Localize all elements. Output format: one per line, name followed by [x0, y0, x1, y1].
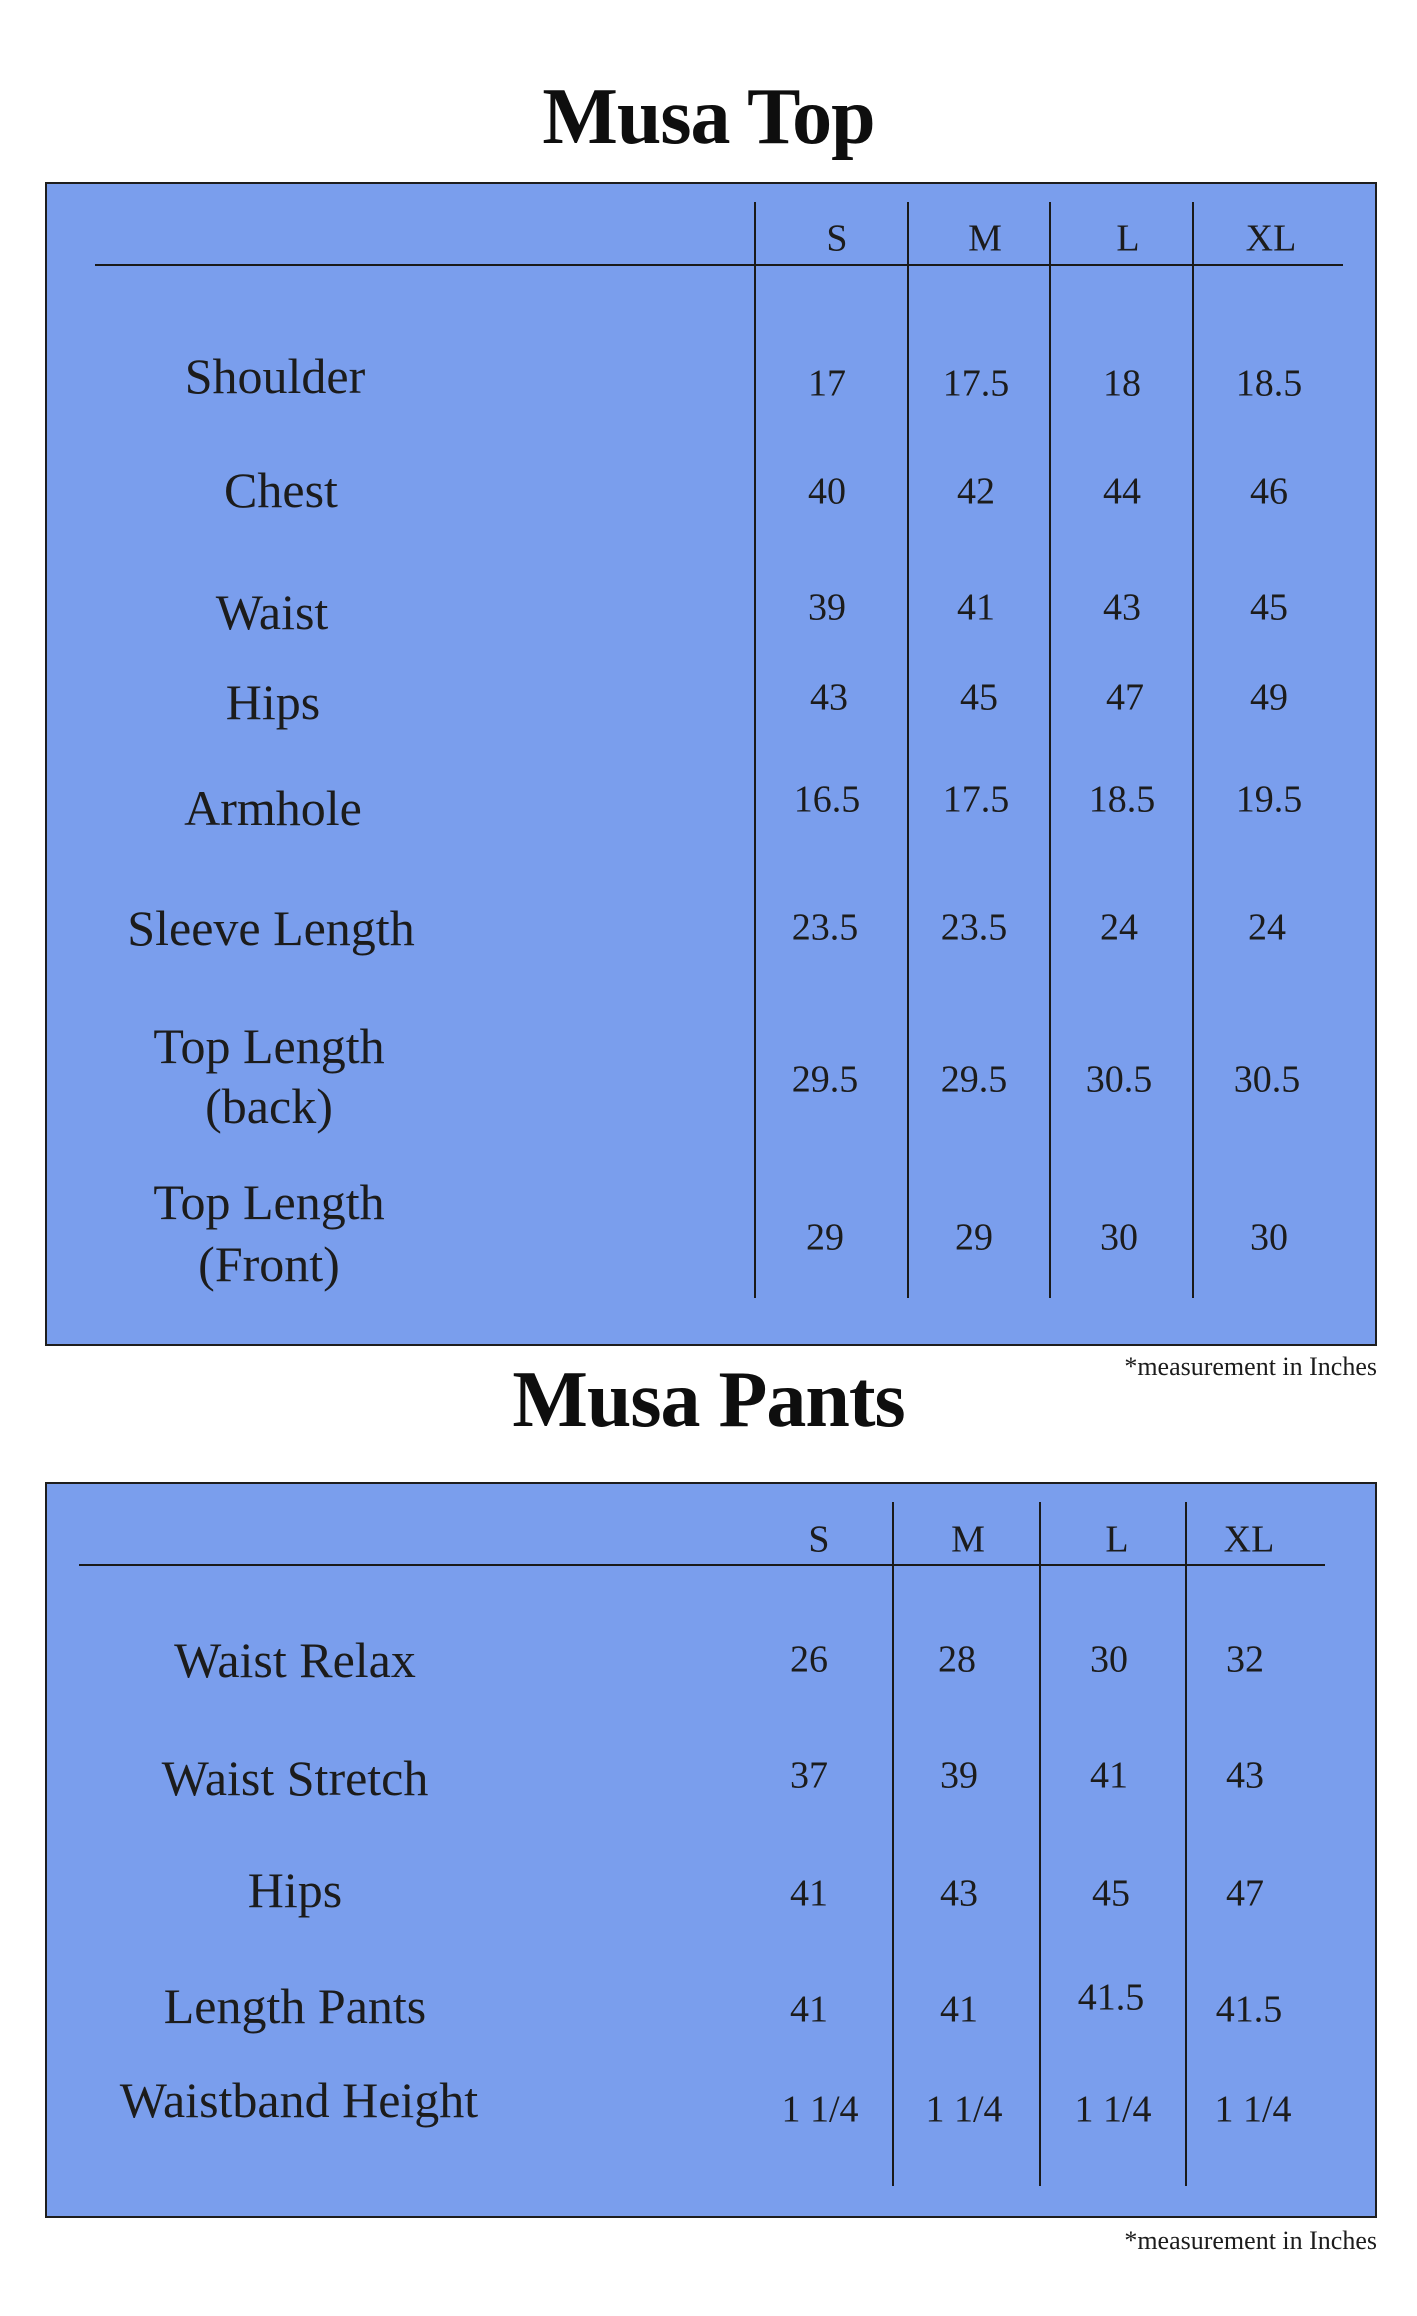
value-top-length-back-l: 30.5: [1085, 1058, 1153, 1101]
value-waistband-height-m: 1 1/4: [925, 2088, 1003, 2131]
value-hips-m: 43: [940, 1872, 978, 1915]
top-title: Musa Top: [542, 73, 875, 161]
size-header-l: L: [1105, 1518, 1129, 1561]
pants-size-table: [45, 1482, 1377, 2218]
value-sleeve-length-s: 23.5: [791, 906, 859, 949]
value-sleeve-length-l: 24: [1100, 906, 1138, 949]
column-divider: [1049, 202, 1051, 1298]
row-label-top-length-front: Top Length: [153, 1173, 385, 1230]
value-armhole-m: 17.5: [942, 778, 1010, 821]
value-length-pants-s: 41: [790, 1988, 828, 2031]
value-waist-relax-s: 26: [790, 1638, 828, 1681]
value-waist-relax-m: 28: [938, 1638, 976, 1681]
value-top-length-back-xl: 30.5: [1233, 1058, 1301, 1101]
value-waist-stretch-m: 39: [940, 1754, 978, 1797]
row-label-sleeve-length: Sleeve Length: [127, 899, 415, 956]
header-rule: [79, 1564, 1325, 1566]
column-divider: [892, 1502, 894, 2186]
value-top-length-back-s: 29.5: [791, 1058, 859, 1101]
value-chest-m: 42: [957, 470, 995, 513]
value-waistband-height-l: 1 1/4: [1074, 2088, 1152, 2131]
value-shoulder-xl: 18.5: [1235, 362, 1303, 405]
value-shoulder-l: 18: [1103, 362, 1141, 405]
value-top-length-front-m: 29: [955, 1216, 993, 1259]
row-sublabel-top-length-back: (back): [205, 1077, 333, 1134]
value-top-length-front-s: 29: [806, 1216, 844, 1259]
row-label-top-length-back: Top Length: [153, 1017, 385, 1074]
row-label-waist-stretch: Waist Stretch: [161, 1749, 429, 1806]
top-size-table: [45, 182, 1377, 1346]
value-chest-s: 40: [808, 470, 846, 513]
row-label-armhole: Armhole: [184, 779, 362, 836]
value-armhole-l: 18.5: [1088, 778, 1156, 821]
value-chest-l: 44: [1103, 470, 1141, 513]
value-waist-relax-l: 30: [1090, 1638, 1128, 1681]
row-label-length-pants: Length Pants: [163, 1977, 427, 2034]
value-sleeve-length-m: 23.5: [940, 906, 1008, 949]
value-top-length-front-xl: 30: [1250, 1216, 1288, 1259]
pants-measurement-note: *measurement in Inches: [1124, 2226, 1377, 2255]
value-waistband-height-s: 1 1/4: [781, 2088, 859, 2131]
value-waist-xl: 45: [1250, 586, 1288, 629]
value-waist-relax-xl: 32: [1226, 1638, 1264, 1681]
header-rule: [95, 264, 1343, 266]
value-waist-stretch-s: 37: [790, 1754, 828, 1797]
value-waist-m: 41: [957, 586, 995, 629]
size-header-s: S: [826, 217, 848, 260]
value-hips-xl: 47: [1226, 1872, 1264, 1915]
size-header-xl: XL: [1223, 1518, 1275, 1561]
value-chest-xl: 46: [1250, 470, 1288, 513]
row-label-hips: Hips: [247, 1861, 343, 1918]
size-header-xl: XL: [1245, 217, 1297, 260]
value-armhole-s: 16.5: [793, 778, 861, 821]
value-hips-s: 41: [790, 1872, 828, 1915]
value-hips-xl: 49: [1250, 676, 1288, 719]
value-waist-l: 43: [1103, 586, 1141, 629]
size-header-m: M: [951, 1518, 985, 1561]
row-label-waistband-height: Waistband Height: [119, 2071, 479, 2128]
value-waist-stretch-xl: 43: [1226, 1754, 1264, 1797]
size-header-m: M: [968, 217, 1002, 260]
value-shoulder-m: 17.5: [942, 362, 1010, 405]
row-label-waist-relax: Waist Relax: [174, 1631, 416, 1688]
column-divider: [1185, 1502, 1187, 2186]
value-waistband-height-xl: 1 1/4: [1214, 2088, 1292, 2131]
row-label-hips: Hips: [225, 673, 321, 730]
value-length-pants-xl: 41.5: [1215, 1988, 1283, 2031]
row-label-chest: Chest: [224, 461, 338, 518]
value-shoulder-s: 17: [808, 362, 846, 405]
top-measurement-note: *measurement in Inches: [1124, 1352, 1377, 1381]
value-length-pants-m: 41: [940, 1988, 978, 2031]
value-sleeve-length-xl: 24: [1248, 906, 1286, 949]
value-length-pants-l: 41.5: [1077, 1976, 1145, 2019]
size-header-l: L: [1116, 217, 1140, 260]
value-hips-l: 45: [1092, 1872, 1130, 1915]
pants-title: Musa Pants: [512, 1356, 905, 1444]
column-divider: [1192, 202, 1194, 1298]
row-label-waist: Waist: [215, 583, 329, 640]
row-sublabel-top-length-front: (Front): [198, 1235, 340, 1292]
value-waist-s: 39: [808, 586, 846, 629]
value-hips-l: 47: [1106, 676, 1144, 719]
value-hips-s: 43: [810, 676, 848, 719]
column-divider: [1039, 1502, 1041, 2186]
column-divider: [907, 202, 909, 1298]
column-divider: [754, 202, 756, 1298]
value-hips-m: 45: [960, 676, 998, 719]
value-waist-stretch-l: 41: [1090, 1754, 1128, 1797]
row-label-shoulder: Shoulder: [184, 347, 366, 404]
value-armhole-xl: 19.5: [1235, 778, 1303, 821]
value-top-length-back-m: 29.5: [940, 1058, 1008, 1101]
value-top-length-front-l: 30: [1100, 1216, 1138, 1259]
size-header-s: S: [808, 1518, 830, 1561]
